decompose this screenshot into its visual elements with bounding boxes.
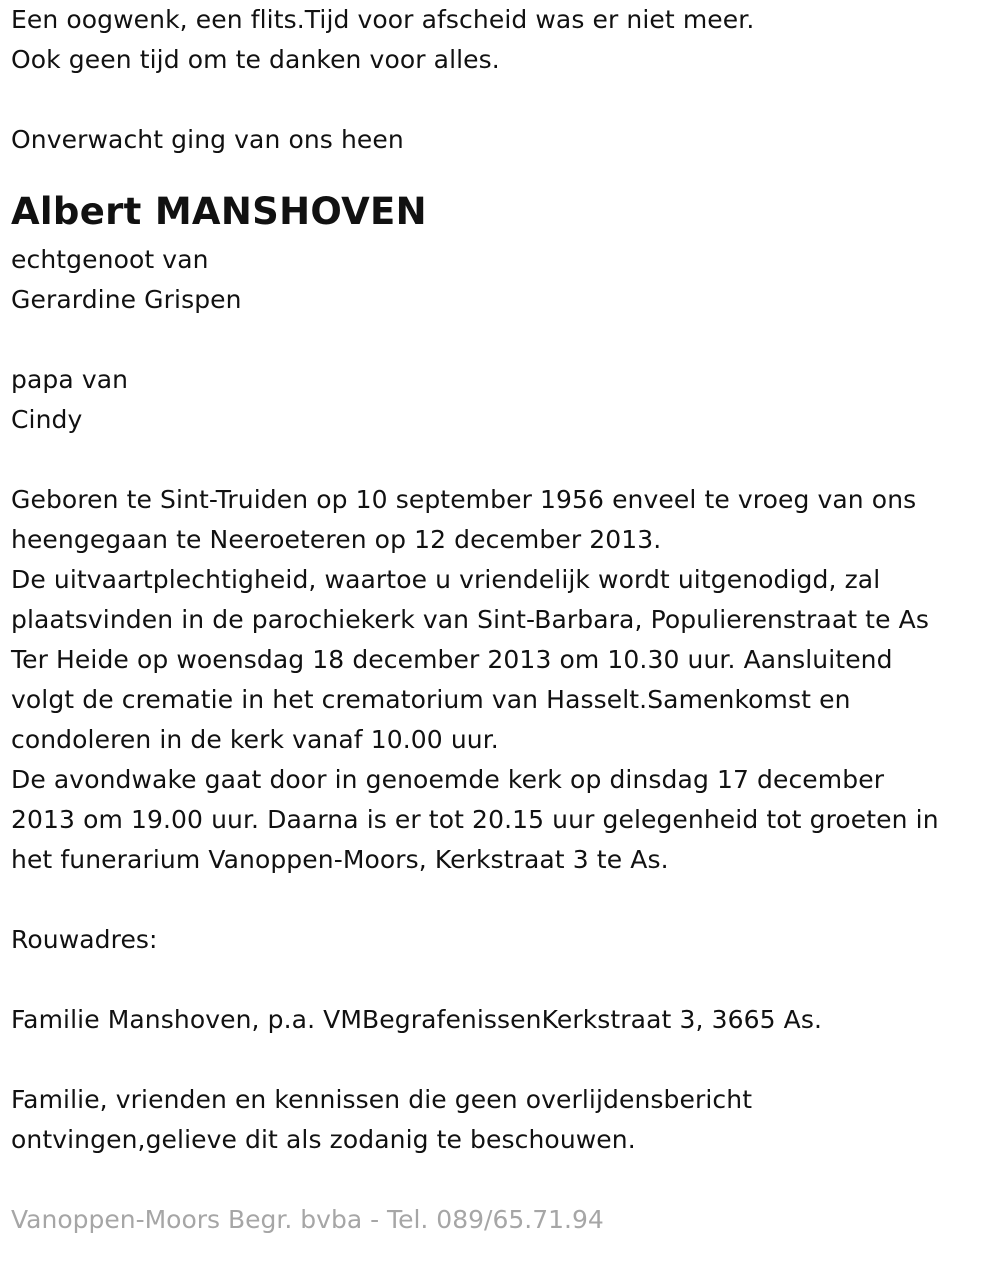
details-line: plaatsvinden in de parochiekerk van Sint-Barbara, Populierenstraat te As <box>11 605 929 634</box>
mourning-address: Familie Manshoven, p.a. VMBegrafenissenKerkstraat 3, 3665 As. <box>11 1005 823 1034</box>
parent-label: papa van <box>11 365 129 394</box>
intro-line-2: Ook geen tijd om te danken voor alles. <box>11 45 500 74</box>
mourning-address-label: Rouwadres: <box>11 925 158 954</box>
details-line: condoleren in de kerk vanaf 10.00 uur. <box>11 725 499 754</box>
details-line: volgt de crematie in het crematorium van Hasselt.Samenkomst en <box>11 685 851 714</box>
deceased-name: Albert MANSHOVEN <box>11 190 427 233</box>
details-line: De avondwake gaat door in genoemde kerk op dinsdag 17 december <box>11 765 885 794</box>
details-line: 2013 om 19.00 uur. Daarna is er tot 20.15 uur gelegenheid tot groeten in <box>11 805 939 834</box>
notice-line-2: ontvingen,gelieve dit als zodanig te beschouwen. <box>11 1125 636 1154</box>
spouse-label: echtgenoot van <box>11 245 209 274</box>
child-name: Cindy <box>11 405 83 434</box>
announcement: Onverwacht ging van ons heen <box>11 125 404 154</box>
details-line: De uitvaartplechtigheid, waartoe u vriendelijk wordt uitgenodigd, zal <box>11 565 881 594</box>
spouse-name: Gerardine Grispen <box>11 285 242 314</box>
notice-line-1: Familie, vrienden en kennissen die geen overlijdensbericht <box>11 1085 753 1114</box>
details-line: het funerarium Vanoppen-Moors, Kerkstraat 3 te As. <box>11 845 669 874</box>
details-line: Ter Heide op woensdag 18 december 2013 om 10.30 uur. Aansluitend <box>11 645 893 674</box>
details-line: Geboren te Sint-Truiden op 10 september 1956 enveel te vroeg van ons <box>11 485 917 514</box>
details-line: heengegaan te Neeroeteren op 12 december 2013. <box>11 525 662 554</box>
intro-line-1: Een oogwenk, een flits.Tijd voor afscheid was er niet meer. <box>11 5 755 34</box>
obituary-notice <box>11 0 991 1240</box>
funeral-home-footer: Vanoppen-Moors Begr. bvba - Tel. 089/65.71.94 <box>11 1205 604 1234</box>
